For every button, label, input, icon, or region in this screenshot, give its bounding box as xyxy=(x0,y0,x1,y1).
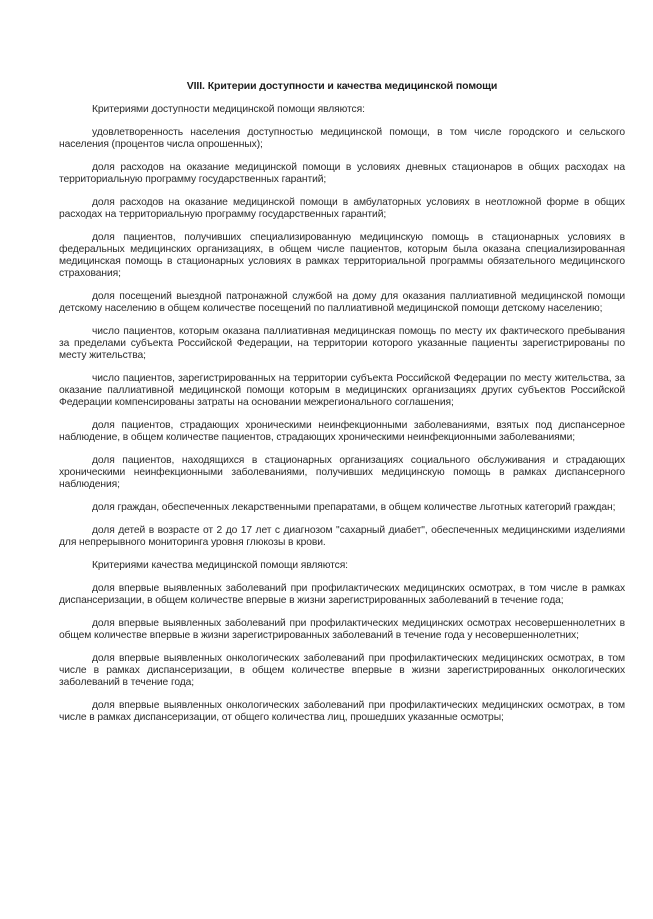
paragraph: доля пациентов, получивших специализированную медицинскую помощь в стационарных условиях в федеральных медицинских организациях, в общем числе пациентов, которым была оказана специализированная медицинская помощь в стационарных условиях в рамках территориальной программы обязательного медицинского страхования; xyxy=(59,232,625,279)
paragraph: удовлетворенность населения доступностью медицинской помощи, в том числе городского и сельского населения (процентов числа опрошенных); xyxy=(59,127,625,150)
document-page xyxy=(59,74,625,735)
paragraph: число пациентов, которым оказана паллиативная медицинская помощь по месту их фактического пребывания за пределами субъекта Российской Федерации, на территории которого указанные пациенты зарегистрированы по месту жительства; xyxy=(59,326,625,361)
paragraph-quality-criteria-heading: Критериями качества медицинской помощи являются: xyxy=(92,560,348,571)
paragraph: доля посещений выездной патронажной службой на дому для оказания паллиативной медицинской помощи детскому населению в общем количестве посещений по паллиативной медицинской помощи детскому населению; xyxy=(59,291,625,314)
paragraph: доля впервые выявленных заболеваний при профилактических медицинских осмотрах несовершеннолетних в общем количестве впервые в жизни зарегистрированных заболеваний в течение года у несовершеннолетних; xyxy=(59,618,625,641)
paragraph: доля расходов на оказание медицинской помощи в условиях дневных стационаров в общих расходах на территориальную программу государственных гарантий; xyxy=(59,162,625,185)
paragraph: доля расходов на оказание медицинской помощи в амбулаторных условиях в неотложной форме в общих расходах на территориальную программу государственных гарантий; xyxy=(59,197,625,220)
paragraph: доля пациентов, находящихся в стационарных организациях социального обслуживания и страдающих хроническими неинфекционными заболеваниями, получивших медицинскую помощь в рамках диспансерного наблюдения; xyxy=(59,455,625,490)
paragraph: доля детей в возрасте от 2 до 17 лет с диагнозом "сахарный диабет", обеспеченных медицинскими изделиями для непрерывного мониторинга уровня глюкозы в крови. xyxy=(59,525,625,548)
paragraph: доля пациентов, страдающих хроническими неинфекционными заболеваниями, взятых под диспансерное наблюдение, в общем количестве пациентов, страдающих хроническими неинфекционными заболеваниями; xyxy=(59,420,625,443)
paragraph: число пациентов, зарегистрированных на территории субъекта Российской Федерации по месту жительства, за оказание паллиативной медицинской помощи которым в медицинских организациях других субъектов Российской Федерации компенсированы затраты на основании межрегионального соглашения; xyxy=(59,373,625,408)
paragraph: доля впервые выявленных заболеваний при профилактических медицинских осмотрах, в том числе в рамках диспансеризации, в общем количестве впервые в жизни зарегистрированных заболеваний в течение года; xyxy=(59,583,625,606)
section-title: VIII. Критерии доступности и качества медицинской помощи xyxy=(186,80,498,92)
paragraph-accessibility-criteria-heading: Критериями доступности медицинской помощи являются: xyxy=(92,104,365,115)
paragraph: доля граждан, обеспеченных лекарственными препаратами, в общем количестве льготных категорий граждан; xyxy=(92,502,616,513)
paragraph: доля впервые выявленных онкологических заболеваний при профилактических медицинских осмотрах, в том числе в рамках диспансеризации, в общем количестве впервые в жизни зарегистрированных онкологических заболеваний в течение года; xyxy=(59,653,625,688)
paragraph: доля впервые выявленных онкологических заболеваний при профилактических медицинских осмотрах, в том числе в рамках диспансеризации, от общего количества лиц, прошедших указанные осмотры; xyxy=(59,700,625,723)
